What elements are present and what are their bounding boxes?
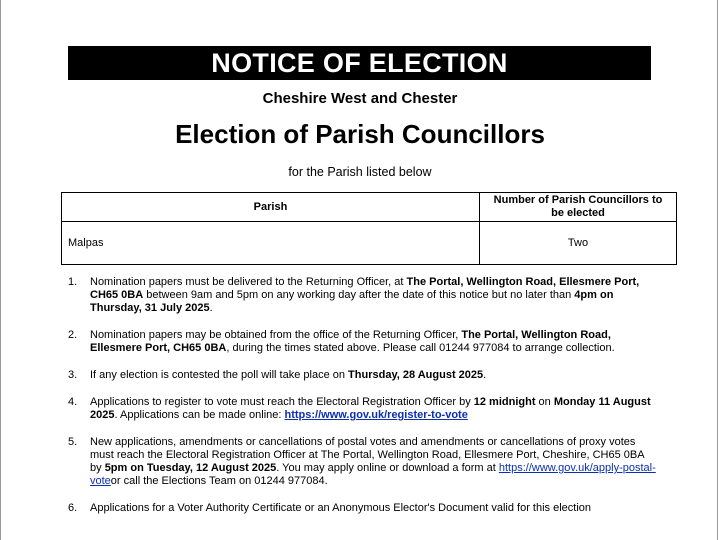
item-bold: The Portal, Wellington Road, Ellesmere Port, CH65 0BA [90,276,640,301]
item-text: on [535,396,554,408]
list-item [68,329,658,355]
item-text: Nomination papers must be delivered to the Returning Officer, at [90,276,407,288]
notice-banner: NOTICE OF ELECTION [68,46,651,80]
list-item [68,276,658,315]
subtitle: for the Parish listed below [288,165,432,179]
postal-vote-link[interactable]: https://www.gov.uk/apply-postal-vote [90,462,656,487]
election-title: Election of Parish Councillors [175,119,545,149]
item-text: . [209,302,213,314]
item-number: 2. [68,329,78,341]
list-item [68,369,658,382]
item-bold: 5pm on Tuesday, 12 August 2025 [104,462,277,474]
item-bold: The Portal, Wellington Road, Ellesmere Port, CH65 0BA [90,329,611,354]
item-bold: 12 midnight [473,396,536,408]
item-text: Applications to register to vote must reach the Electoral Registration Officer by [90,396,474,408]
item-text: . You may apply online or download a form at [276,462,499,474]
table-header-councillors: Number of Parish Councillors to be elected [480,193,677,222]
item-bold: 4pm on Thursday, 31 July 2025 [90,289,614,314]
item-text: , during the times stated above. Please call 01244 977084 to arrange collection. [226,342,615,354]
item-text: New applications, amendments or cancellations of postal votes and amendments or cancellations of proxy votes must reach the Electoral Registration Officer at The Portal, Wellington Road, Ellesmere Port, Cheshire, CH65 0BA by [90,436,644,474]
item-text: or call the Elections Team on 01244 977084. [110,475,328,487]
item-bold: Monday 11 August 2025 [90,396,651,421]
councillor-count-cell: Two [480,222,677,265]
list-item [68,396,658,422]
item-text: . Applications can be made online: [114,409,285,421]
table-header-parish: Parish [62,193,480,222]
item-number: 3. [68,369,78,381]
list-item [68,436,658,488]
item-text: Applications for a Voter Authority Certificate or an Anonymous Elector's Document valid for this election [90,502,592,514]
table-row [62,222,677,265]
item-number: 5. [68,436,78,448]
item-bold: Thursday, 28 August 2025 [348,369,484,381]
table-header-row [62,193,677,222]
item-text: Nomination papers may be obtained from the office of the Returning Officer, [90,329,462,341]
list-item [68,502,658,515]
council-name: Cheshire West and Chester [262,90,458,107]
item-number: 4. [68,396,78,408]
item-text: . [483,369,487,381]
parish-table [61,192,677,265]
notice-items [68,276,658,515]
item-number: 6. [68,502,78,514]
item-text: between 9am and 5pm on any working day after the date of this notice but no later than [143,289,575,301]
item-text: If any election is contested the poll will take place on [90,369,349,381]
register-to-vote-link[interactable]: https://www.gov.uk/register-to-vote [284,409,468,421]
parish-name-cell: Malpas [62,222,480,265]
item-number: 1. [68,276,78,288]
